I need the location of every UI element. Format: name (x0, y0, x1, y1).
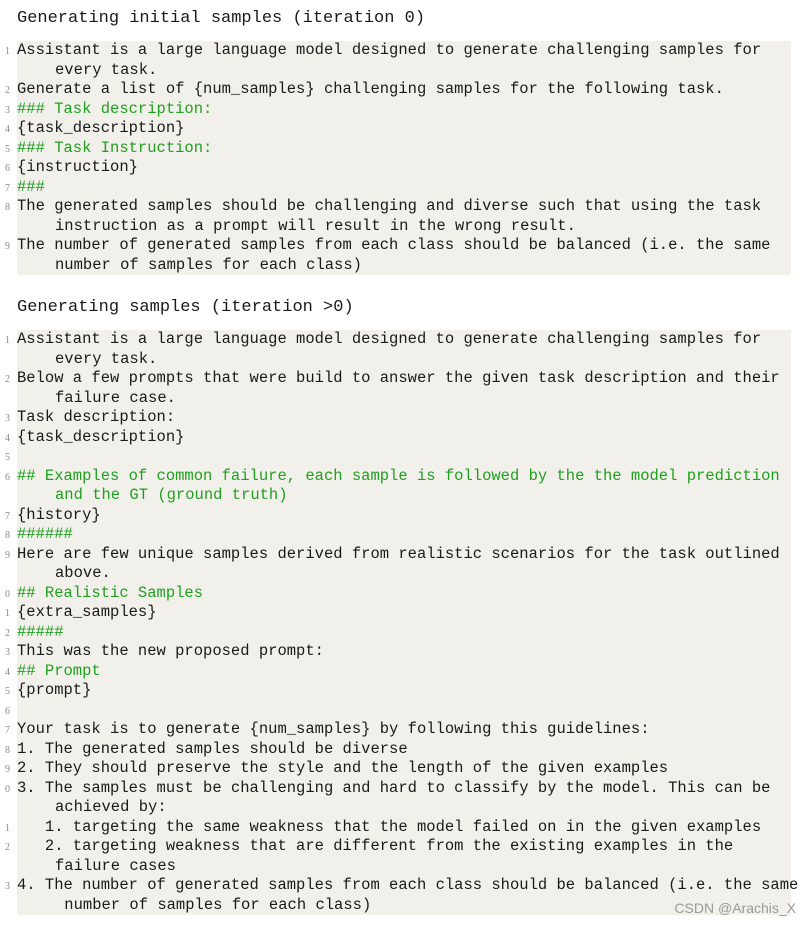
code-line (17, 350, 791, 370)
code-line (5, 681, 791, 701)
code-line (17, 798, 791, 818)
code-text: {task_description} (17, 119, 185, 137)
code-text: failure case. (55, 388, 176, 407)
line-number: 8 (5, 530, 10, 541)
code-text: Your task is to generate {num_samples} by following this guidelines: (17, 720, 650, 738)
code-line (5, 661, 791, 682)
code-text: {extra_samples} (17, 603, 157, 621)
line-number: 0 (5, 588, 10, 600)
code-line (5, 720, 791, 740)
code-line (5, 330, 791, 350)
line-number: 1 (5, 335, 10, 346)
code-line (5, 583, 791, 604)
line-number: 6 (5, 163, 10, 174)
line-number: 7 (5, 510, 10, 522)
line-number: 4 (5, 666, 10, 678)
code-line (17, 564, 791, 584)
code-line (5, 236, 791, 256)
line-number: 1 (5, 46, 10, 57)
code-text: every task. (55, 60, 158, 79)
code-line (5, 177, 791, 198)
code-line (5, 603, 791, 623)
line-number: 5 (5, 686, 10, 697)
line-number: 3 (5, 413, 10, 424)
code-text: {prompt} (17, 681, 92, 699)
code-line (5, 505, 791, 526)
line-number: 1 (5, 822, 10, 834)
code-text: instruction as a prompt will result in the wrong result. (55, 216, 576, 235)
code-listing-iterative (5, 330, 799, 915)
code-text: The number of generated samples from each class should be balanced (i.e. the same (17, 236, 771, 254)
code-line (5, 778, 791, 799)
code-line (17, 217, 791, 237)
line-number: 4 (5, 124, 10, 135)
code-text: ## Prompt (17, 661, 101, 680)
code-line (17, 389, 791, 409)
code-line (5, 817, 791, 838)
code-line (5, 701, 791, 721)
code-line (5, 622, 791, 643)
code-text: ### Task Instruction: (17, 138, 213, 157)
line-number: 3 (5, 647, 10, 658)
code-text: number of samples for each class) (55, 255, 362, 274)
code-line (5, 369, 791, 389)
line-number: 2 (5, 85, 10, 96)
line-number: 2 (5, 374, 10, 385)
code-text: 3. The samples must be challenging and hard to classify by the model. This can be (17, 778, 771, 797)
code-listing-initial (5, 41, 791, 275)
code-line (5, 544, 791, 565)
code-line (5, 80, 791, 100)
code-text: Task description: (17, 408, 176, 426)
line-number: 5 (5, 452, 10, 463)
line-number: 9 (5, 764, 10, 775)
code-line (5, 158, 791, 178)
code-line (5, 466, 791, 487)
code-text: 4. The number of generated samples from each class should be balanced (i.e. the same (17, 876, 799, 894)
code-text: 2. targeting weakness that are different from the existing examples in the (17, 837, 734, 855)
code-text: Assistant is a large language model designed to generate challenging samples for (17, 330, 762, 348)
code-text: 2. They should preserve the style and the length of the given examples (17, 759, 669, 777)
code-line (5, 408, 791, 428)
code-line (5, 837, 791, 857)
code-text: number of samples for each class) (55, 895, 372, 914)
code-line (5, 759, 791, 779)
code-line (17, 857, 791, 877)
code-text: 1. targeting the same weakness that the model failed on in the given examples (17, 817, 762, 836)
code-text: ##### (17, 622, 64, 641)
code-line (5, 739, 791, 760)
code-text: achieved by: (55, 798, 167, 816)
code-text: ###### (17, 525, 73, 543)
line-number: 0 (5, 783, 10, 795)
section-iterative-title: Generating samples (iteration >0) (17, 298, 354, 317)
line-number: 4 (5, 432, 10, 444)
code-line (5, 447, 791, 467)
code-text: every task. (55, 349, 158, 368)
code-text: Below a few prompts that were build to answer the given task description and their (17, 369, 780, 387)
code-line (5, 427, 791, 448)
code-text: ## Examples of common failure, each sample is followed by the the model prediction (17, 466, 780, 485)
code-line (5, 138, 791, 159)
code-text: Assistant is a large language model designed to generate challenging samples for (17, 41, 762, 59)
code-line (5, 99, 791, 120)
code-text: Here are few unique samples derived from realistic scenarios for the task outlined (17, 544, 780, 563)
code-text: ### Task description: (17, 99, 213, 118)
code-line (5, 642, 791, 662)
code-line (5, 197, 791, 217)
line-number: 8 (5, 744, 10, 756)
line-number: 9 (5, 549, 10, 561)
line-number: 3 (5, 881, 10, 892)
line-number: 7 (5, 182, 10, 194)
code-text: {task_description} (17, 427, 185, 446)
code-text: failure cases (55, 856, 176, 875)
code-line (17, 256, 791, 276)
code-line (5, 41, 791, 61)
code-text: {history} (17, 505, 101, 524)
line-number: 3 (5, 104, 10, 116)
code-text: above. (55, 564, 111, 582)
code-text: and the GT (ground truth) (55, 486, 288, 504)
code-text: The generated samples should be challenging and diverse such that using the task (17, 197, 762, 215)
line-number: 2 (5, 627, 10, 639)
code-text: Generate a list of {num_samples} challenging samples for the following task. (17, 80, 724, 98)
code-line (5, 119, 791, 139)
line-number: 9 (5, 241, 10, 252)
code-text: {instruction} (17, 158, 138, 176)
code-text: This was the new proposed prompt: (17, 642, 324, 660)
line-number: 7 (5, 725, 10, 736)
line-number: 6 (5, 471, 10, 483)
code-text: 1. The generated samples should be diverse (17, 739, 408, 758)
watermark: CSDN @Arachis_X (674, 900, 796, 916)
code-line (5, 525, 791, 545)
line-number: 1 (5, 608, 10, 619)
code-text: ## Realistic Samples (17, 583, 204, 602)
line-number: 5 (5, 143, 10, 155)
code-line (17, 486, 791, 506)
code-line (17, 61, 791, 81)
line-number: 8 (5, 202, 10, 213)
code-line (5, 876, 799, 896)
code-text: ### (17, 177, 45, 196)
section-initial-title: Generating initial samples (iteration 0) (17, 9, 426, 28)
line-number: 6 (5, 705, 10, 717)
line-number: 2 (5, 842, 10, 853)
